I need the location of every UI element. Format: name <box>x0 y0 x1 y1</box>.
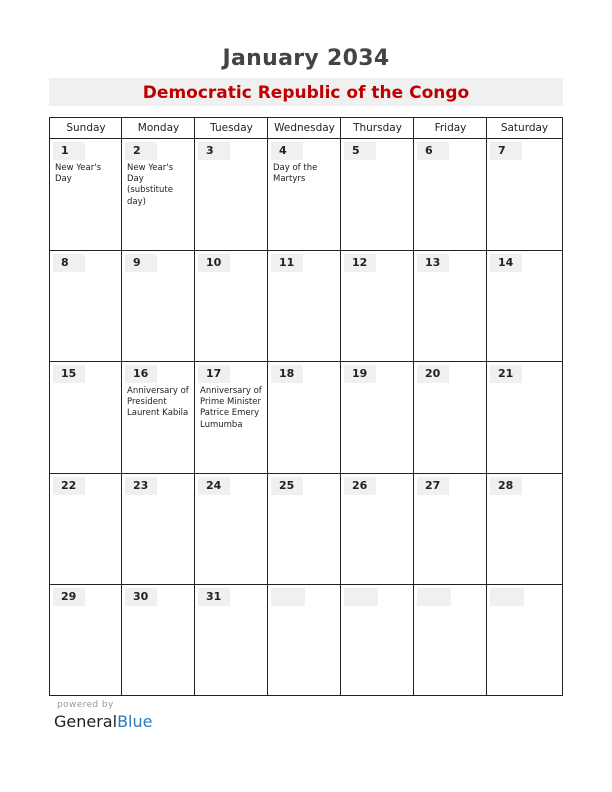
weekday-header: Sunday <box>50 118 122 139</box>
day-number: 26 <box>344 477 376 495</box>
day-cell[interactable] <box>487 362 561 473</box>
day-number: 2 <box>125 142 157 160</box>
holiday-label: Anniversary of Prime Minister Patrice Emery Lumumba <box>200 386 262 430</box>
day-number: 23 <box>125 477 157 495</box>
day-cell[interactable] <box>50 585 121 694</box>
day-number: 4 <box>271 142 303 160</box>
day-number: 5 <box>344 142 376 160</box>
brand-general: General <box>54 712 118 731</box>
day-number: 15 <box>53 365 85 383</box>
day-cell[interactable] <box>195 585 267 694</box>
day-cell[interactable] <box>341 139 413 250</box>
day-cell[interactable] <box>195 474 267 584</box>
day-number: 8 <box>53 254 85 272</box>
day-number: 22 <box>53 477 85 495</box>
day-cell[interactable] <box>268 362 340 473</box>
day-cell[interactable] <box>341 474 413 584</box>
day-number: 10 <box>198 254 230 272</box>
day-cell[interactable] <box>122 139 194 250</box>
day-number: 24 <box>198 477 230 495</box>
weekday-header: Wednesday <box>268 118 341 139</box>
calendar-grid <box>49 117 563 696</box>
day-number: 21 <box>490 365 522 383</box>
day-cell[interactable] <box>268 474 340 584</box>
day-number: 30 <box>125 588 157 606</box>
day-cell[interactable] <box>268 585 340 694</box>
day-number: 1 <box>53 142 85 160</box>
holiday-label: Day of the Martyrs <box>273 163 318 185</box>
day-cell[interactable] <box>414 585 486 694</box>
weekday-header: Thursday <box>341 118 414 139</box>
day-cell[interactable] <box>195 251 267 361</box>
day-cell[interactable] <box>50 251 121 361</box>
day-number: 16 <box>125 365 157 383</box>
day-number: 25 <box>271 477 303 495</box>
day-number: 31 <box>198 588 230 606</box>
holiday-label: New Year's Day <box>55 163 102 185</box>
day-cell[interactable] <box>487 585 561 694</box>
day-number: 29 <box>53 588 85 606</box>
day-number: 13 <box>417 254 449 272</box>
day-cell[interactable] <box>195 139 267 250</box>
powered-by-label: powered by <box>57 700 114 710</box>
day-cell[interactable] <box>487 251 561 361</box>
weekday-header: Tuesday <box>195 118 268 139</box>
day-cell[interactable] <box>414 362 486 473</box>
day-number: 18 <box>271 365 303 383</box>
day-cell[interactable] <box>414 139 486 250</box>
day-number <box>271 588 305 606</box>
day-cell[interactable] <box>122 585 194 694</box>
brand-blue: Blue <box>117 712 153 731</box>
day-cell[interactable] <box>122 474 194 584</box>
day-number: 6 <box>417 142 449 160</box>
holiday-label: New Year's Day (substitute day) <box>127 163 174 207</box>
day-number: 14 <box>490 254 522 272</box>
day-cell[interactable] <box>122 251 194 361</box>
day-number: 27 <box>417 477 449 495</box>
holiday-label: Anniversary of President Laurent Kabila <box>127 386 189 419</box>
day-number: 20 <box>417 365 449 383</box>
day-number: 19 <box>344 365 376 383</box>
country-banner <box>49 78 563 106</box>
day-cell[interactable] <box>414 251 486 361</box>
day-cell[interactable] <box>195 362 267 473</box>
calendar-title: January 2034 <box>222 46 390 71</box>
day-cell[interactable] <box>414 474 486 584</box>
day-cell[interactable] <box>50 474 121 584</box>
day-number <box>344 588 378 606</box>
brand-logo[interactable] <box>54 712 152 731</box>
day-cell[interactable] <box>50 362 121 473</box>
day-number: 12 <box>344 254 376 272</box>
day-cell[interactable] <box>487 139 561 250</box>
weekday-header: Friday <box>414 118 487 139</box>
weekday-header: Monday <box>122 118 195 139</box>
day-cell[interactable] <box>50 139 121 250</box>
day-number: 7 <box>490 142 522 160</box>
day-cell[interactable] <box>122 362 194 473</box>
day-cell[interactable] <box>341 251 413 361</box>
weekday-header: Saturday <box>487 118 562 139</box>
day-cell[interactable] <box>268 251 340 361</box>
day-cell[interactable] <box>487 474 561 584</box>
day-number: 17 <box>198 365 230 383</box>
day-number: 3 <box>198 142 230 160</box>
country-name: Democratic Republic of the Congo <box>142 83 470 103</box>
day-number <box>490 588 524 606</box>
day-number: 11 <box>271 254 303 272</box>
day-number: 9 <box>125 254 157 272</box>
day-cell[interactable] <box>268 139 340 250</box>
day-number <box>417 588 451 606</box>
day-cell[interactable] <box>341 585 413 694</box>
day-cell[interactable] <box>341 362 413 473</box>
day-number: 28 <box>490 477 522 495</box>
